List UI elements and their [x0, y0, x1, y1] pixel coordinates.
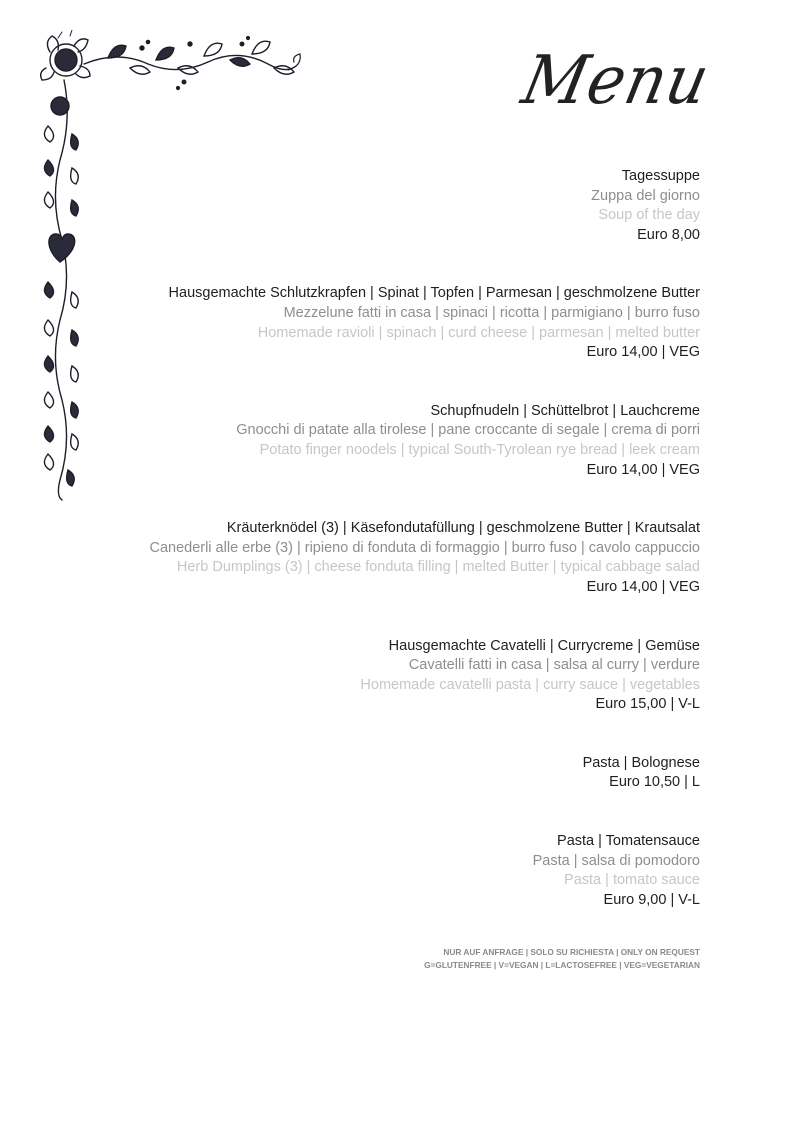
- dish-name-english: Pasta | tomato sauce: [564, 872, 700, 889]
- dish-name-english: Herb Dumplings (3) | cheese fonduta filling | melted Butter | typical cabbage salad: [176, 559, 700, 576]
- horizontal-vine-icon: [84, 37, 300, 90]
- dish-pasta-tomatensauce: [60, 832, 700, 910]
- dish-name-english: Potato finger noodels | typical South-Tyrolean rye bread | leek cream: [259, 441, 700, 458]
- footer-legend: G=GLUTENFREE | V=VEGAN | L=LACTOSEFREE | VEG=VEGETARIAN: [424, 960, 700, 970]
- dish-name-german: Kräuterknödel (3) | Käsefondutafüllung | geschmolzene Butter | Krautsalat: [226, 520, 700, 537]
- dish-price: Euro 15,00 | V-L: [595, 696, 700, 713]
- corner-flower-icon: [41, 30, 90, 80]
- dish-schupfnudeln: [60, 402, 700, 480]
- dish-price: Euro 14,00 | VEG: [586, 578, 700, 595]
- dish-name-german: Schupfnudeln | Schüttelbrot | Lauchcreme: [430, 402, 700, 419]
- dish-price: Euro 14,00 | VEG: [586, 461, 700, 478]
- dish-name-english: Homemade ravioli | spinach | curd cheese | parmesan | melted butter: [257, 324, 700, 341]
- dish-name-german: Hausgemachte Cavatelli | Currycreme | Gemüse: [388, 637, 700, 654]
- dish-name-german: Tagessuppe: [621, 168, 700, 184]
- dish-pasta-bolognese: [60, 754, 700, 793]
- dish-price: Euro 9,00 | V-L: [603, 891, 700, 908]
- dish-name-english: Homemade cavatelli pasta | curry sauce | vegetables: [360, 676, 700, 693]
- dish-soup: [60, 167, 700, 245]
- menu-footer: [424, 946, 700, 972]
- dish-name-italian: Gnocchi di patate alla tirolese | pane croccante di segale | crema di porri: [236, 422, 700, 439]
- menu-title: Menu: [515, 40, 717, 120]
- dish-name-italian: Zuppa del giorno: [591, 187, 700, 204]
- dish-name-italian: Cavatelli fatti in casa | salsa al curry | verdure: [408, 657, 700, 674]
- dish-price: Euro 8,00: [637, 226, 700, 243]
- dish-name-italian: Canederli alle erbe (3) | ripieno di fonduta di formaggio | burro fuso | cavolo cappuccio: [149, 539, 700, 556]
- dish-cavatelli: [60, 637, 700, 715]
- dish-name-german: Pasta | Tomatensauce: [557, 833, 700, 850]
- dish-name-german: Hausgemachte Schlutzkrapfen | Spinat | Topfen | Parmesan | geschmolzene Butter: [168, 285, 700, 302]
- dish-name-english: Soup of the day: [598, 207, 700, 224]
- dish-name-italian: Pasta | salsa di pomodoro: [532, 852, 700, 869]
- dish-name-italian: Mezzelune fatti in casa | spinaci | ricotta | parmigiano | burro fuso: [283, 304, 700, 321]
- menu-list: [60, 167, 700, 910]
- dish-kraeuterknoedel: [60, 519, 700, 597]
- dish-price: Euro 14,00 | VEG: [586, 344, 700, 361]
- dish-price: Euro 10,50 | L: [609, 774, 700, 791]
- dish-schlutzkrapfen: [60, 284, 700, 362]
- footer-request-note: NUR AUF ANFRAGE | SOLO SU RICHIESTA | ONLY ON REQUEST: [443, 947, 700, 957]
- dish-name-german: Pasta | Bolognese: [582, 754, 700, 771]
